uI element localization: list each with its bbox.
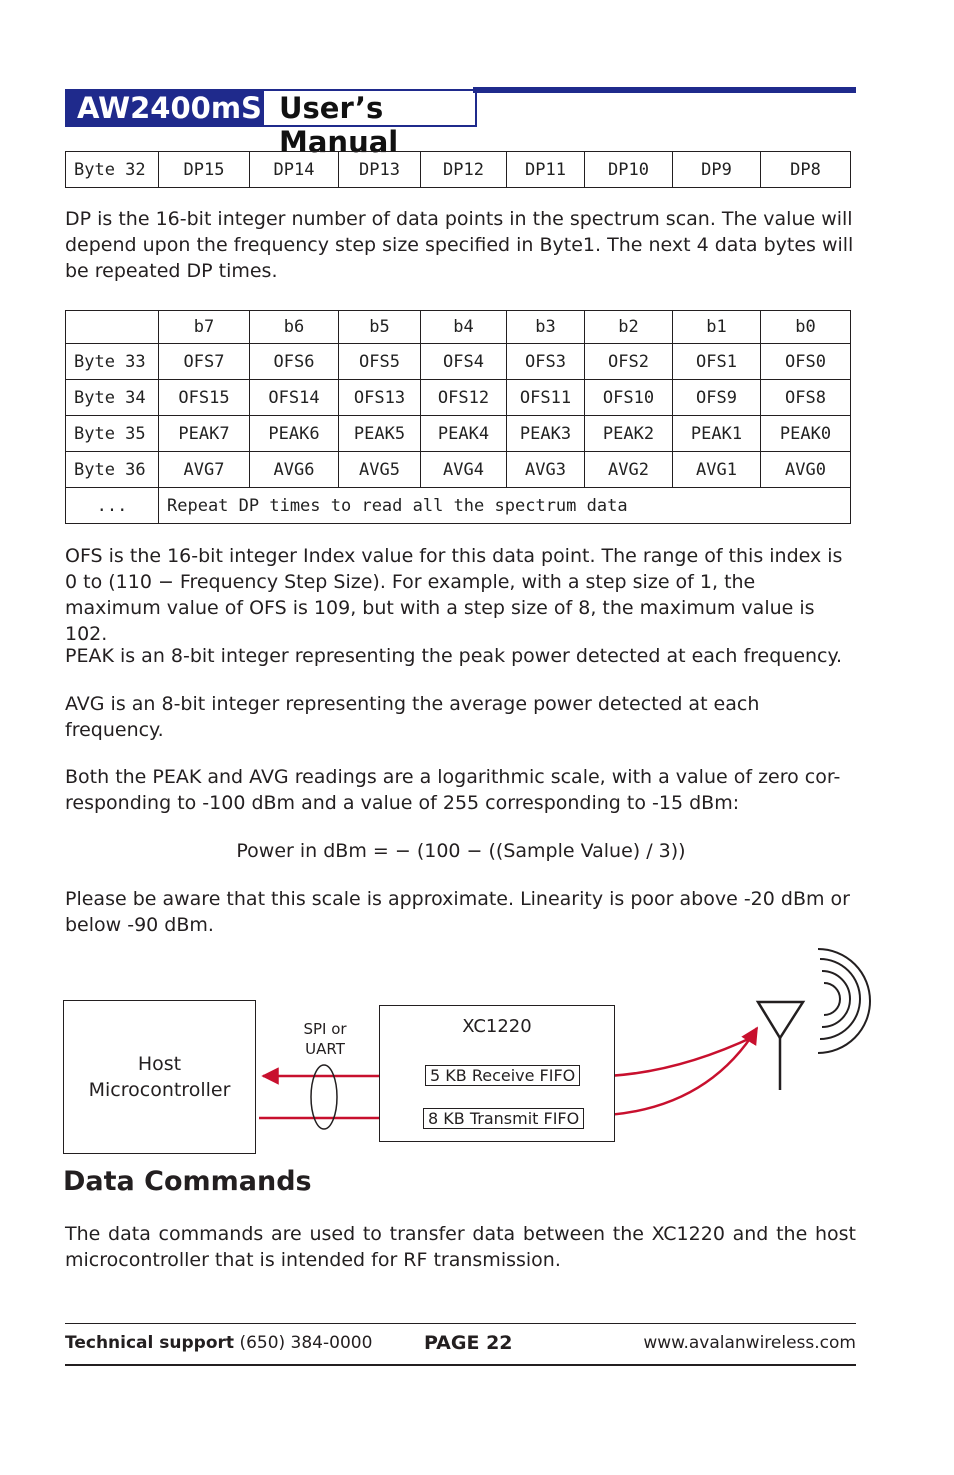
bit-cell: OFS14 (250, 380, 339, 416)
bit-cell: AVG5 (339, 452, 421, 488)
bit-cell: AVG2 (585, 452, 673, 488)
column-header: b1 (673, 311, 761, 344)
bit-cell: OFS9 (673, 380, 761, 416)
antenna-icon (758, 1002, 803, 1090)
bit-cell: AVG4 (421, 452, 507, 488)
bit-cell: OFS3 (507, 344, 585, 380)
column-header: b0 (761, 311, 851, 344)
transmit-fifo: 8 KB Transmit FIFO (423, 1108, 584, 1129)
bit-cell: AVG0 (761, 452, 851, 488)
avg-description: AVG is an 8-bit integer representing the average power detected at each frequency. (65, 693, 760, 741)
bit-cell: OFS8 (761, 380, 851, 416)
website-link[interactable]: www.avalanwireless.com (643, 1333, 856, 1353)
section-body: The data commands are used to transfer data between the XC1220 and the host microcontroller that is intended for RF transmission. (65, 1223, 856, 1271)
byte-label-cell: Byte 35 (66, 416, 159, 452)
bit-cell: OFS10 (585, 380, 673, 416)
host-label-line2: Microcontroller (88, 1079, 231, 1101)
bit-cell: OFS12 (421, 380, 507, 416)
peak-description: PEAK is an 8-bit integer representing the peak power detected at each frequency. (65, 645, 843, 667)
receive-fifo: 5 KB Receive FIFO (425, 1065, 580, 1086)
header-rule (473, 87, 856, 93)
ellipsis-cell: ... (66, 488, 159, 524)
repeat-note-cell: Repeat DP times to read all the spectrum data (159, 488, 851, 524)
bit-cell: PEAK1 (673, 416, 761, 452)
host-label-line1: Host (137, 1053, 182, 1075)
bit-cell: OFS1 (673, 344, 761, 380)
bit-cell: AVG3 (507, 452, 585, 488)
bit-cell: DP14 (250, 152, 339, 188)
bit-cell: PEAK3 (507, 416, 585, 452)
product-name: AW2400mSPI (65, 89, 264, 127)
dp-description: DP is the 16-bit integer number of data points in the spectrum scan. The value will depend upon the frequency step size specified in Byte1. The next 4 data bytes will be repeated DP times. (65, 208, 854, 282)
bit-cell: OFS4 (421, 344, 507, 380)
power-formula: Power in dBm = − (100 − ((Sample Value) / 3)) (236, 840, 686, 862)
radio-waves-icon (818, 949, 870, 1053)
bit-cell: AVG6 (250, 452, 339, 488)
table-row (66, 416, 851, 452)
bit-cell: AVG7 (159, 452, 250, 488)
bit-cell: DP13 (339, 152, 421, 188)
bit-cell: DP9 (673, 152, 761, 188)
dp-byte-table (65, 151, 851, 188)
scale-note: Please be aware that this scale is approximate. Linearity is poor above -20 dBm or below -90 dBm. (65, 888, 850, 936)
chip-label: XC1220 (462, 1016, 532, 1037)
footer-support (65, 1333, 372, 1353)
bit-cell: OFS2 (585, 344, 673, 380)
bit-cell: DP8 (761, 152, 851, 188)
table-row (66, 380, 851, 416)
byte-label-cell: Byte 34 (66, 380, 159, 416)
bit-cell: OFS11 (507, 380, 585, 416)
bit-cell: DP11 (507, 152, 585, 188)
support-phone: (650) 384-0000 (239, 1333, 373, 1353)
byte-label-cell: Byte 36 (66, 452, 159, 488)
column-header (66, 311, 159, 344)
column-header: b6 (250, 311, 339, 344)
table-row (66, 152, 851, 188)
column-header: b7 (159, 311, 250, 344)
bus-label-line1: SPI or (303, 1020, 347, 1038)
host-microcontroller-box (63, 1000, 256, 1154)
table-header-row (66, 311, 851, 344)
bit-cell: OFS6 (250, 344, 339, 380)
bit-cell: PEAK6 (250, 416, 339, 452)
column-header: b2 (585, 311, 673, 344)
bit-cell: PEAK7 (159, 416, 250, 452)
table-row (66, 488, 851, 524)
column-header: b4 (421, 311, 507, 344)
bus-label-line2: UART (305, 1040, 345, 1058)
block-diagram (62, 945, 872, 1160)
bit-cell: PEAK4 (421, 416, 507, 452)
bus-label (290, 1019, 360, 1059)
byte-label-cell: Byte 33 (66, 344, 159, 380)
table-row (66, 452, 851, 488)
section-title: Data Commands (63, 1166, 312, 1197)
page-number: PAGE 22 (424, 1332, 513, 1354)
log-scale-description: Both the PEAK and AVG readings are a logarithmic scale, with a value of zero cor-responding to -100 dBm and a value of 255 corresponding to -15 dBm: (65, 766, 841, 814)
bit-cell: DP10 (585, 152, 673, 188)
manual-title: User’s Manual (264, 89, 477, 127)
column-header: b5 (339, 311, 421, 344)
bus-ellipse (311, 1065, 337, 1129)
bit-cell: AVG1 (673, 452, 761, 488)
bit-cell: PEAK5 (339, 416, 421, 452)
bit-cell: OFS0 (761, 344, 851, 380)
bit-cell: OFS13 (339, 380, 421, 416)
footer-top-rule (65, 1323, 856, 1324)
bit-cell: OFS5 (339, 344, 421, 380)
bit-cell: DP12 (421, 152, 507, 188)
footer-bottom-rule (65, 1364, 856, 1366)
bit-cell: DP15 (159, 152, 250, 188)
bit-cell: OFS7 (159, 344, 250, 380)
ofs-description: OFS is the 16-bit integer Index value for this data point. The range of this index is 0 to (110 − Frequency Step Size). For example, with a step size of 1, the maximum value of OFS is 109, but with a step size of 8, the maximum value is 102. (65, 545, 843, 645)
byte-label-cell: Byte 32 (66, 152, 159, 188)
bit-cell: PEAK2 (585, 416, 673, 452)
column-header: b3 (507, 311, 585, 344)
support-label: Technical support (65, 1333, 235, 1353)
table-row (66, 344, 851, 380)
bit-cell: PEAK0 (761, 416, 851, 452)
spectrum-data-table (65, 310, 851, 524)
bit-cell: OFS15 (159, 380, 250, 416)
